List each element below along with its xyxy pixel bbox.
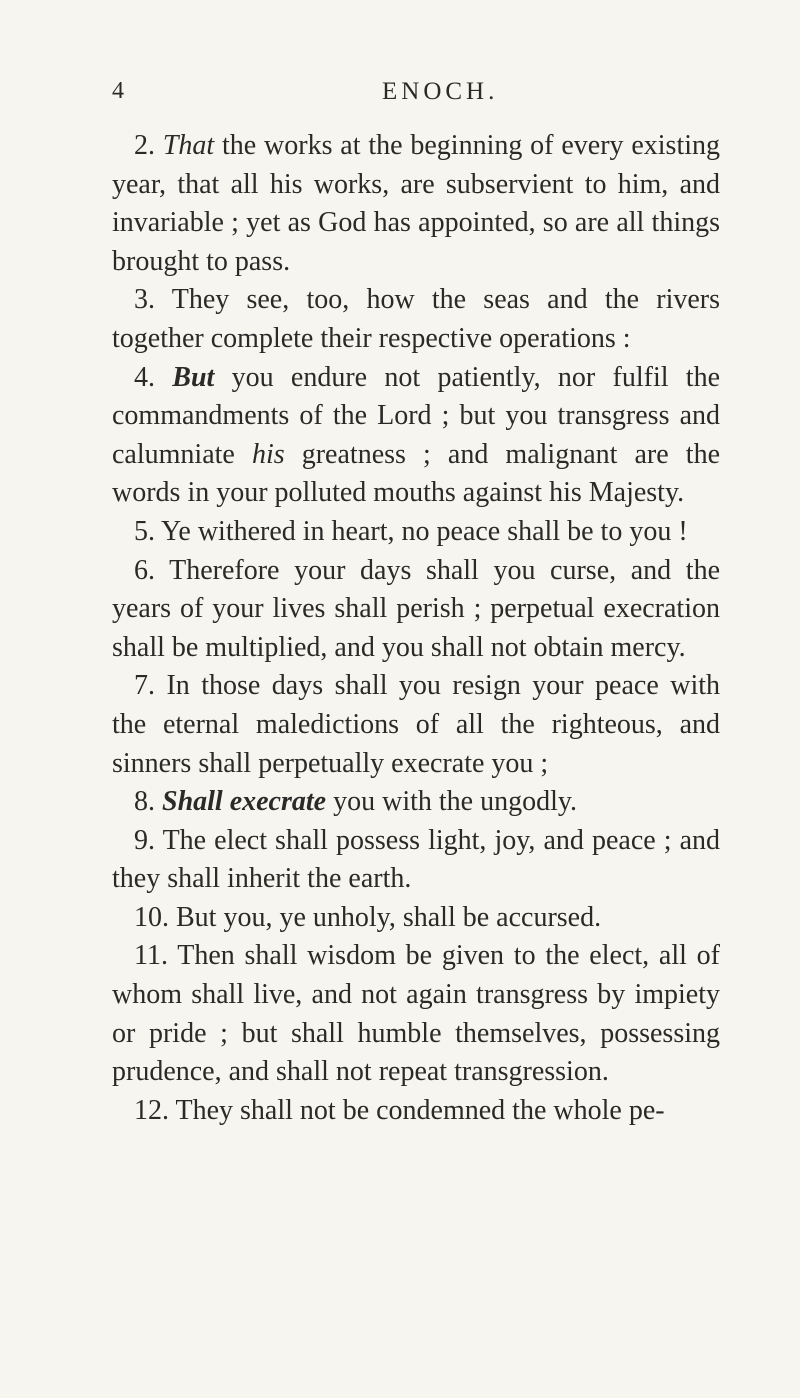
verse-number: 9.	[134, 824, 155, 856]
body-text	[112, 127, 720, 1130]
verse-text: In those days shall you resign your peace with the eternal maledictions of all the righteous, and sinners shall perpetually execrate you ;	[112, 670, 720, 779]
verse-10	[112, 899, 720, 938]
verse-text: you with the ungodly.	[326, 786, 578, 818]
verse-text: the works at the beginning of every existing year, that all his works, are subservient to him, and invariable ; yet as God has appointed, so are all things brought to pass.	[112, 130, 720, 277]
verse-number: 8.	[134, 786, 155, 818]
verse-2	[112, 127, 720, 281]
verse-number: 11.	[134, 940, 168, 972]
running-head: ENOCH.	[382, 78, 499, 105]
verse-text: you endure not patiently, nor fulfil the commandments of the Lord ; but you transgress and calumniate	[112, 361, 720, 470]
verse-emphasis: his	[251, 438, 285, 470]
verse-number: 3.	[134, 284, 155, 316]
verse-number: 6.	[134, 554, 155, 586]
verse-text: They see, too, how the seas and the rivers together complete their respective operations :	[112, 284, 720, 354]
verse-text-tail: greatness ; and malignant are the words in your polluted mouths against his Majesty.	[112, 438, 721, 509]
verse-8	[112, 783, 720, 822]
verse-text: Then shall wisdom be given to the elect, all of whom shall live, and not again transgress by impiety or pride ; but shall humble themselves, possessing prudence, and shall not repeat transgression.	[112, 940, 720, 1088]
verse-number: 4.	[134, 361, 155, 393]
verse-5	[112, 513, 720, 552]
verse-6	[112, 552, 720, 668]
verse-7	[112, 667, 720, 783]
verse-9	[112, 822, 720, 899]
verse-number: 2.	[134, 130, 155, 161]
verse-number: 7.	[134, 670, 155, 702]
verse-number: 5.	[134, 515, 155, 547]
verse-text: Therefore your days shall you curse, and the years of your lives shall perish ; perpetual execration shall be multiplied, and you shall not obtain mercy.	[112, 554, 720, 663]
verse-text: They shall not be condemned the whole pe-	[175, 1094, 665, 1126]
verse-text: But you, ye unholy, shall be accursed.	[176, 901, 602, 933]
verse-lead: Shall execrate	[162, 786, 327, 818]
verse-text: The elect shall possess light, joy, and peace ; and they shall inherit the earth.	[112, 824, 720, 895]
verse-3	[112, 281, 720, 358]
verse-4	[112, 359, 720, 513]
verse-lead: That	[162, 130, 215, 161]
page-header	[112, 78, 712, 118]
verse-text: Ye withered in heart, no peace shall be to you !	[160, 515, 688, 547]
verse-number: 10.	[134, 901, 169, 933]
verse-12	[112, 1092, 720, 1131]
verse-lead: But	[172, 361, 215, 393]
verse-number: 12.	[134, 1094, 169, 1126]
verse-11	[112, 937, 720, 1091]
page-number: 4	[112, 78, 125, 104]
